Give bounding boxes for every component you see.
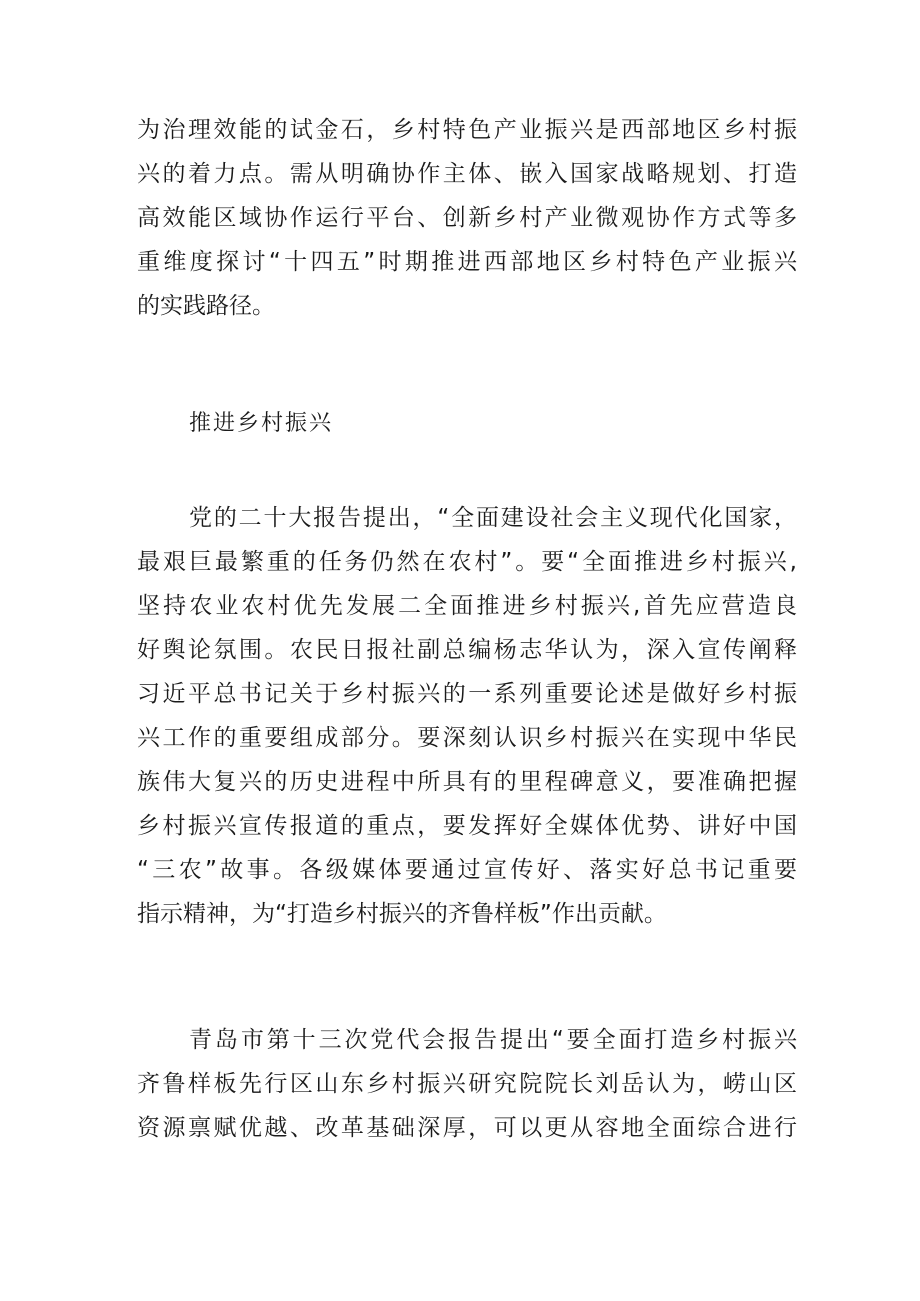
section-heading: 推进乡村振兴 bbox=[189, 411, 334, 436]
paragraph-line: 高效能区域协作运行平台、创新乡村产业微观协作方式等多 bbox=[137, 205, 797, 231]
paragraph-line: 重维度探讨“十四五”时期推进西部地区乡村特色产业振兴 bbox=[137, 249, 797, 275]
paragraph-line: 好舆论氛围。农民日报社副总编杨志华认为，深入宣传阐释 bbox=[137, 637, 797, 663]
paragraph-line: 为治理效能的试金石，乡村特色产业振兴是西部地区乡村振 bbox=[137, 117, 797, 143]
paragraph-line: 兴的着力点。需从明确协作主体、嵌入国家战略规划、打造 bbox=[137, 161, 797, 187]
paragraph-line: 乡村振兴宣传报道的重点，要发挥好全媒体优势、讲好中国 bbox=[137, 813, 797, 839]
paragraph-line: 青岛市第十三次党代会报告提出“要全面打造乡村振兴 bbox=[189, 1027, 797, 1053]
paragraph-line: 指示精神，为“打造乡村振兴的齐鲁样板”作出贡献。 bbox=[137, 901, 667, 927]
paragraph-line: 齐鲁样板先行区山东乡村振兴研究院院长刘岳认为，崂山区 bbox=[137, 1071, 797, 1097]
paragraph-line: 资源禀赋优越、改革基础深厚，可以更从容地全面综合进行 bbox=[137, 1115, 797, 1141]
paragraph-1 bbox=[137, 108, 797, 328]
paragraph-line: 党的二十大报告提出，“全面建设社会主义现代化国家， bbox=[189, 505, 797, 531]
paragraph-line: 兴工作的重要组成部分。要深刻认识乡村振兴在实现中华民 bbox=[137, 725, 797, 751]
paragraph-line: 的实践路径。 bbox=[137, 293, 275, 319]
paragraph-line: 族伟大复兴的历史进程中所具有的里程碑意义，要准确把握 bbox=[137, 769, 797, 795]
paragraph-line: 最艰巨最繁重的任务仍然在农村”。要“全面推进乡村振兴, bbox=[137, 549, 797, 575]
paragraph-line: “三农”故事。各级媒体要通过宣传好、落实好总书记重要 bbox=[137, 857, 797, 883]
paragraph-line: 习近平总书记关于乡村振兴的一系列重要论述是做好乡村振 bbox=[137, 681, 797, 707]
paragraph-line: 坚持农业农村优先发展二全面推进乡村振兴,首先应营造良 bbox=[137, 593, 797, 619]
paragraph-3 bbox=[137, 1018, 797, 1150]
paragraph-2 bbox=[137, 496, 797, 936]
